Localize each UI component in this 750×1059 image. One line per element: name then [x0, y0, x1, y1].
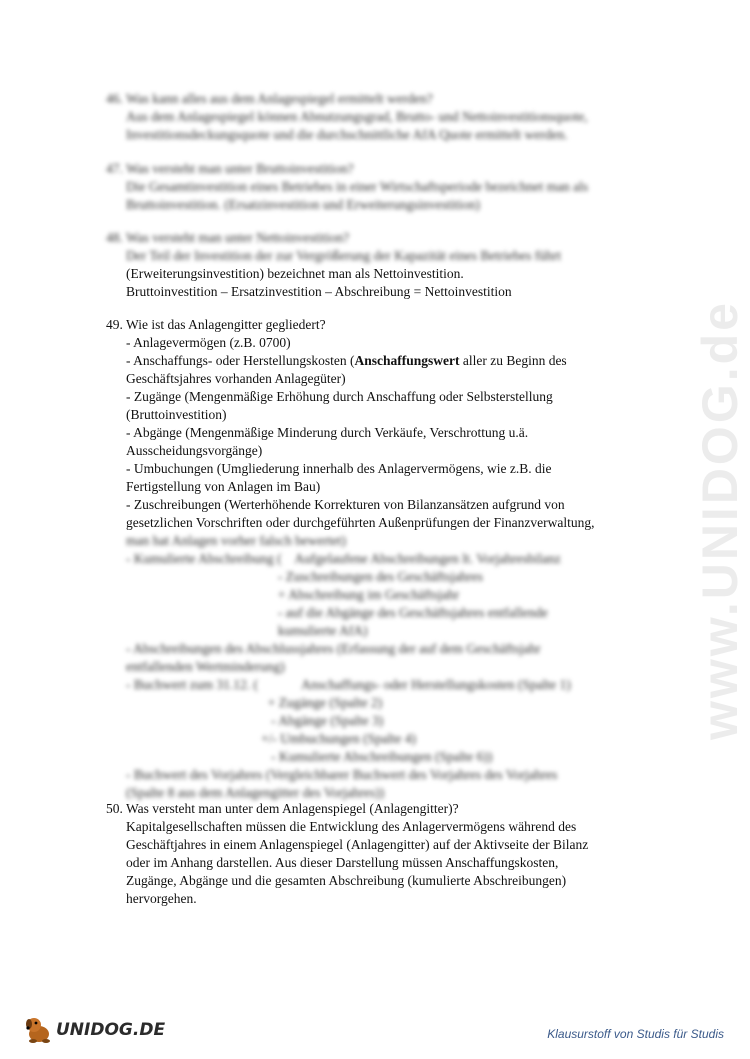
question-49-line-2-part-a: - Anschaffungs- oder Herstellungskosten (: [126, 353, 355, 368]
question-48-title: 48. Was versteht man unter Nettoinvestition?: [106, 230, 350, 245]
question-49-blur-12: +/- Umbuchungen (Spalte 4): [126, 731, 416, 746]
question-49-line-8: - Umbuchungen (Umgliederung innerhalb des Anlagervermögens, wie z.B. die: [126, 461, 552, 476]
question-47: [106, 160, 666, 214]
question-49: [106, 316, 666, 802]
question-46-line-1: Aus dem Anlagespiegel können Abnutzungsgrad, Brutto- und Nettoinvestitionsquote,: [126, 109, 588, 124]
question-46-title: 46. Was kann alles aus dem Anlagespiegel ermittelt werden?: [106, 91, 433, 106]
question-47-title: 47. Was versteht man unter Bruttoinvestition?: [106, 161, 354, 176]
question-49-blur-13: - Kumulierte Abschreibungen (Spalte 6)): [126, 749, 493, 764]
question-49-line-2-bold: Anschaffungswert: [354, 353, 460, 368]
question-49-blur-10: + Zugänge (Spalte 2): [126, 695, 383, 710]
question-50-line-3: oder im Anhang darstellen. Aus dieser Darstellung müssen Anschaffungskosten,: [126, 855, 559, 870]
question-48-line-1: (Erweiterungsinvestition) bezeichnet man als Nettoinvestition.: [126, 266, 464, 281]
question-49-line-9: Fertigstellung von Anlagen im Bau): [126, 479, 321, 494]
question-49-blur-9: - Buchwert zum 31.12. ( Anschaffungs- oder Herstellungskosten (Spalte 1): [126, 677, 571, 692]
logo-text: UNIDOG.DE: [56, 1020, 166, 1040]
question-49-line-2-part-c: aller zu Beginn des: [459, 353, 567, 368]
question-49-blur-6: kumulierte AfA): [126, 623, 368, 638]
question-48: [106, 229, 666, 301]
question-49-line-11: gesetzlichen Vorschriften oder durchgeführten Außenprüfungen der Finanzverwaltung,: [126, 515, 595, 530]
question-50-line-4: Zugänge, Abgänge und die gesamten Abschreibung (kumulierte Abschreibungen): [126, 873, 567, 888]
question-49-blur-4: + Abschreibung im Geschäftsjahr: [126, 587, 460, 602]
watermark: www.UNIDOG.de: [692, 300, 748, 740]
question-49-blur-7: - Abschreibungen des Abschlussjahres (Erfassung der auf dem Geschäftsjahr: [126, 641, 541, 656]
question-49-line-5: (Bruttoinvestition): [126, 407, 227, 422]
question-49-title: 49. Wie ist das Anlagengitter gegliedert?: [106, 317, 326, 332]
question-49-blur-5: - auf die Abgänge des Geschäftsjahres entfallende: [126, 605, 548, 620]
dog-mascot-icon: [24, 1015, 54, 1045]
question-50-line-5: hervorgehen.: [126, 891, 197, 906]
question-49-line-1: - Anlagevermögen (z.B. 0700): [126, 335, 291, 350]
question-50: [106, 800, 666, 908]
question-47-line-2: Bruttoinvestition. (Ersatzinvestition und Erweiterungsinvestition): [126, 197, 480, 212]
question-49-blur-15: (Spalte 8 aus dem Anlagengitter des Vorjahres)): [126, 785, 385, 800]
unidog-logo: [24, 1012, 165, 1048]
question-49-line-6: - Abgänge (Mengenmäßige Minderung durch Verkäufe, Verschrottung u.ä.: [126, 425, 529, 440]
question-49-blur-1: man hat Anlagen vorher falsch bewertet): [126, 533, 347, 548]
question-47-line-1: Die Gesamtinvestition eines Betriebes in einer Wirtschaftsperiode bezeichnet man als: [126, 179, 589, 194]
question-50-line-2: Geschäftjahres in einem Anlagenspiegel (Anlagengitter) auf der Aktivseite der Bilanz: [126, 837, 589, 852]
question-50-line-1: Kapitalgesellschaften müssen die Entwicklung des Anlagervermögens während des: [126, 819, 577, 834]
question-49-line-2: [126, 352, 666, 370]
footer-tagline: Klausurstoff von Studis für Studis: [547, 1027, 724, 1041]
question-49-blur-8: entfallenden Wertminderung): [126, 659, 285, 674]
question-49-blur-3: - Zuschreibungen des Geschäftsjahres: [126, 569, 483, 584]
question-48-line-blur: Der Teil der Investition der zur Vergrößerung der Kapazität eines Betriebes führt: [126, 248, 562, 263]
question-49-blur-14: - Buchwert des Vorjahres (Vergleichbarer Buchwert des Vorjahres des Vorjahres: [126, 767, 558, 782]
question-48-line-2: Bruttoinvestition – Ersatzinvestition – Abschreibung = Nettoinvestition: [126, 284, 512, 299]
question-49-line-3: Geschäftsjahres vorhanden Anlagegüter): [126, 371, 346, 386]
question-46: [106, 90, 666, 144]
question-49-blur-2: - Kumulierte Abschreibung ( Aufgelaufene Abschreibungen lt. Vorjahresbilanz: [126, 551, 561, 566]
question-49-line-4: - Zugänge (Mengenmäßige Erhöhung durch Anschaffung oder Selbsterstellung: [126, 389, 553, 404]
question-49-line-7: Ausscheidungsvorgänge): [126, 443, 263, 458]
question-49-line-10: - Zuschreibungen (Werterhöhende Korrekturen von Bilanzansätzen aufgrund von: [126, 497, 565, 512]
question-50-title: 50. Was versteht man unter dem Anlagenspiegel (Anlagengitter)?: [106, 801, 459, 816]
question-46-line-2: Investitionsdeckungsquote und die durchschnittliche AfA Quote ermittelt werden.: [126, 127, 568, 142]
question-49-blur-11: - Abgänge (Spalte 3): [126, 713, 384, 728]
